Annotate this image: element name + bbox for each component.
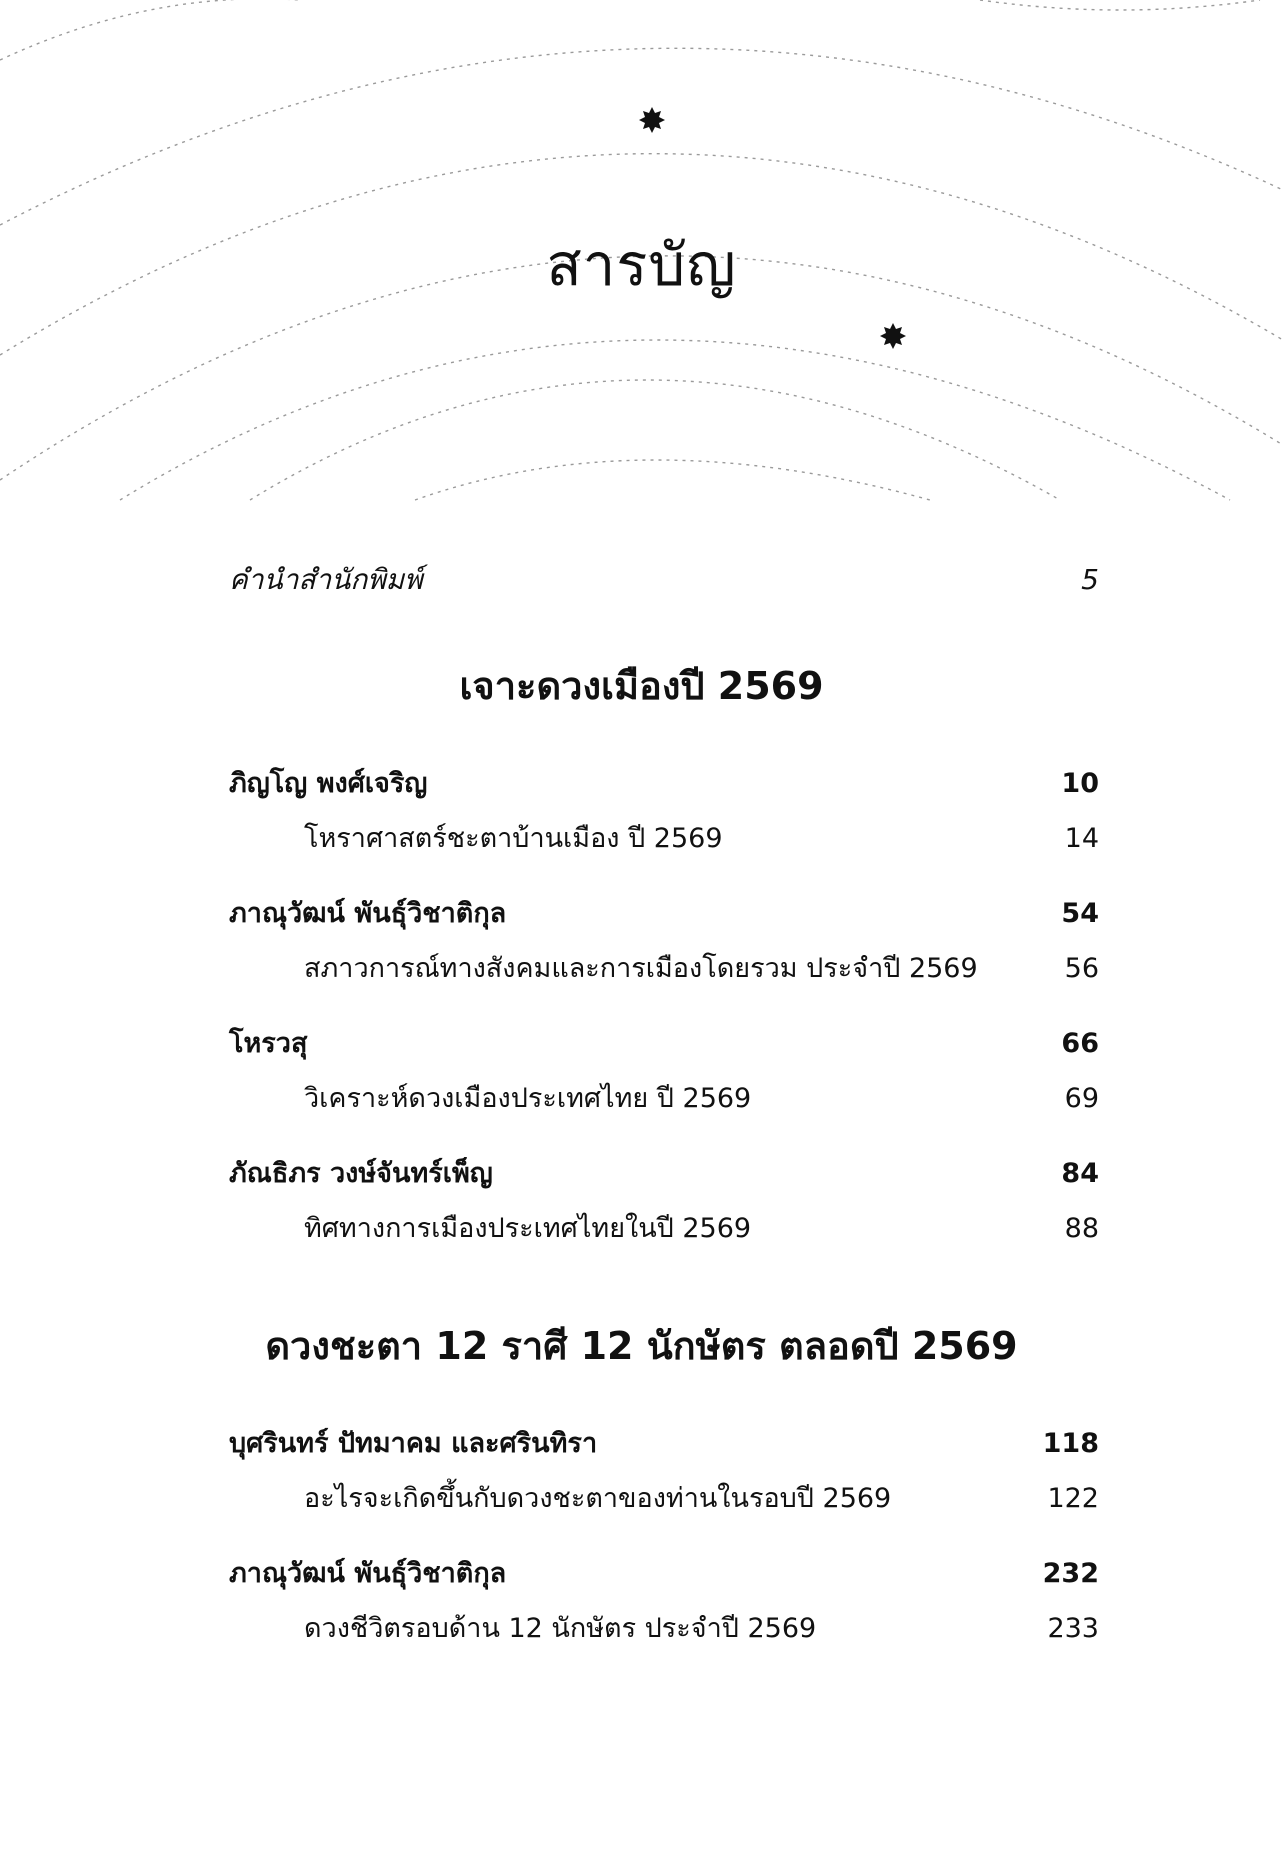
author-row[interactable] [229,1025,1099,1063]
article-row[interactable] [229,1610,1099,1648]
author-name: ภาณุวัฒน์ พันธุ์วิชาติกุล [229,1558,507,1589]
article-row[interactable] [229,950,1099,988]
article-title: วิเคราะห์ดวงเมืองประเทศไทย ปี 2569 [304,1083,752,1114]
article-row[interactable] [229,1080,1099,1118]
author-row[interactable] [229,1425,1099,1463]
author-page-number: 118 [1042,1428,1099,1459]
author-name: ภิญโญ พงศ์เจริญ [229,768,428,799]
author-page-number: 54 [1061,898,1099,929]
author-name: บุศรินทร์ ปัทมาคม และศรินทิรา [229,1428,598,1459]
author-page-number: 84 [1061,1158,1099,1189]
toc-entry [229,765,1099,858]
author-row[interactable] [229,765,1099,803]
author-row[interactable] [229,895,1099,933]
author-row[interactable] [229,1155,1099,1193]
author-name: ภาณุวัฒน์ พันธุ์วิชาติกุล [229,898,507,929]
article-title: อะไรจะเกิดขึ้นกับดวงชะตาของท่านในรอบปี 2569 [304,1483,892,1514]
article-page-number: 56 [1064,953,1099,984]
author-row[interactable] [229,1555,1099,1593]
toc-entry [229,1155,1099,1248]
toc-entry [229,1425,1099,1518]
article-page-number: 69 [1064,1083,1099,1114]
article-row[interactable] [229,1210,1099,1248]
toc-entry [229,1555,1099,1648]
author-name: ภัณธิภร วงษ์จันทร์เพ็ญ [229,1158,493,1189]
article-page-number: 14 [1064,823,1099,854]
article-title: สภาวการณ์ทางสังคมและการเมืองโดยรวม ประจำปี 2569 [304,953,978,984]
star-burst-icon [880,323,906,349]
section-entries [229,1425,1099,1685]
article-title: ทิศทางการเมืองประเทศไทยในปี 2569 [304,1213,752,1244]
section-heading: ดวงชะตา 12 ราศี 12 นักษัตร ตลอดปี 2569 [265,1324,1018,1368]
preface-label: คำนำสำนักพิมพ์ [229,563,423,596]
article-title: โหราศาสตร์ชะตาบ้านเมือง ปี 2569 [304,823,723,854]
article-row[interactable] [229,820,1099,858]
article-title: ดวงชีวิตรอบด้าน 12 นักษัตร ประจำปี 2569 [304,1613,817,1644]
author-page-number: 232 [1042,1558,1099,1589]
toc-entry [229,1025,1099,1118]
author-page-number: 66 [1061,1028,1099,1059]
toc-entry [229,895,1099,988]
toc-preface[interactable] [229,560,1099,600]
star-burst-icon [639,107,665,133]
page-title: สารบัญ [546,231,737,299]
section-entries [229,765,1099,1285]
article-page-number: 233 [1047,1613,1099,1644]
article-page-number: 122 [1047,1483,1099,1514]
article-row[interactable] [229,1480,1099,1518]
section-heading: เจาะดวงเมืองปี 2569 [459,664,824,708]
article-page-number: 88 [1064,1213,1099,1244]
author-name: โหรวสุ [229,1028,308,1059]
preface-page-number: 5 [1081,563,1099,596]
author-page-number: 10 [1061,768,1099,799]
